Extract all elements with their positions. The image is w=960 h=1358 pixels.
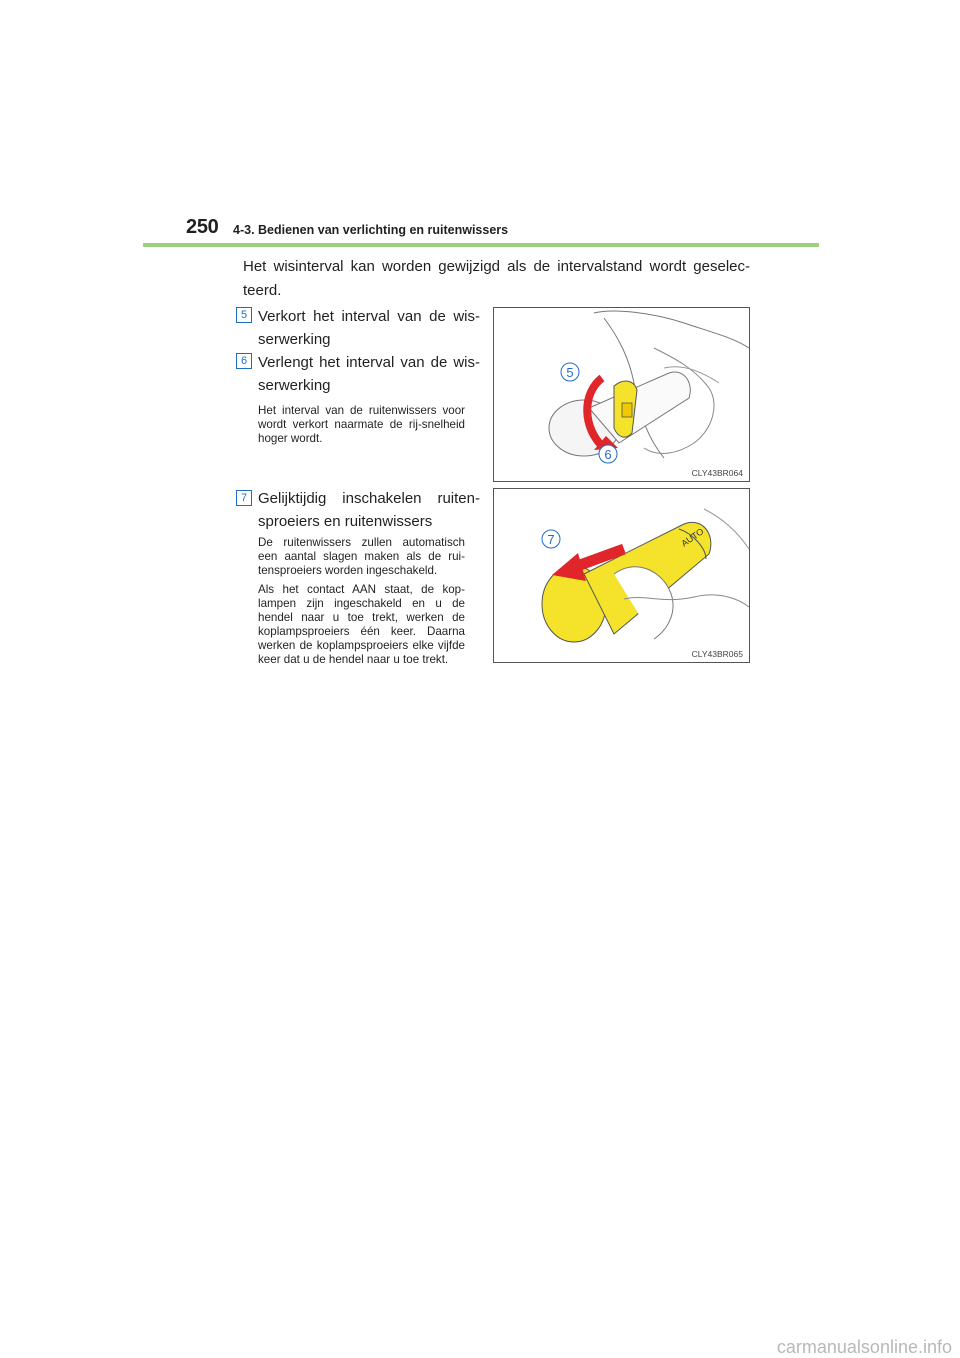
figure-code: CLY43BR064 — [691, 468, 743, 478]
figure-wiper-interval — [493, 307, 750, 482]
item-label-5: Verkort het interval van de wis-serwerking — [258, 308, 480, 348]
watermark[interactable]: carmanualsonline.info — [776, 1337, 952, 1357]
note-text: Het interval van de ruitenwissers voor wordt verkort naarmate de rij-snelheid hoger wordt. — [258, 404, 465, 445]
intro-paragraph: Het wisinterval kan worden gewijzigd als de intervalstand wordt geselec-teerd. — [243, 258, 750, 299]
section-title: 4-3. Bedienen van verlichting en ruitenwissers — [233, 223, 509, 237]
figure-washer-activation — [493, 488, 750, 663]
page-number: 250 — [186, 216, 219, 238]
item-badge-5: 5 — [236, 307, 252, 323]
figure-code: CLY43BR065 — [691, 649, 743, 659]
item-badge-6: 6 — [236, 353, 252, 369]
item-label-7: Gelijktijdig inschakelen ruiten-sproeiers en ruitenwissers — [258, 490, 480, 530]
note-text: Als het contact AAN staat, de kop-lampen zijn ingeschakeld en u de hendel naar u toe trekt, werken de koplampsproeiers één keer. Daarna werken de koplampsproeiers elke vijfde keer dat u de hendel naar u toe trekt. — [258, 583, 465, 666]
callout-5: 5 — [566, 365, 574, 380]
wiper-interval-illustration — [494, 308, 749, 481]
callout-6: 6 — [604, 447, 612, 462]
item-badge-7: 7 — [236, 490, 252, 506]
item-note-6 — [258, 404, 465, 451]
item-label-6: Verlengt het interval van de wis-serwerking — [258, 354, 480, 394]
item-note-7 — [258, 536, 465, 672]
washer-activation-illustration — [494, 489, 749, 662]
switch-auto-label: AUTO — [679, 526, 706, 549]
header-divider — [143, 243, 819, 247]
note-text: De ruitenwissers zullen automatisch een aantal slagen maken als de rui-tensproeiers worden ingeschakeld. — [258, 536, 465, 577]
callout-7: 7 — [547, 532, 555, 547]
